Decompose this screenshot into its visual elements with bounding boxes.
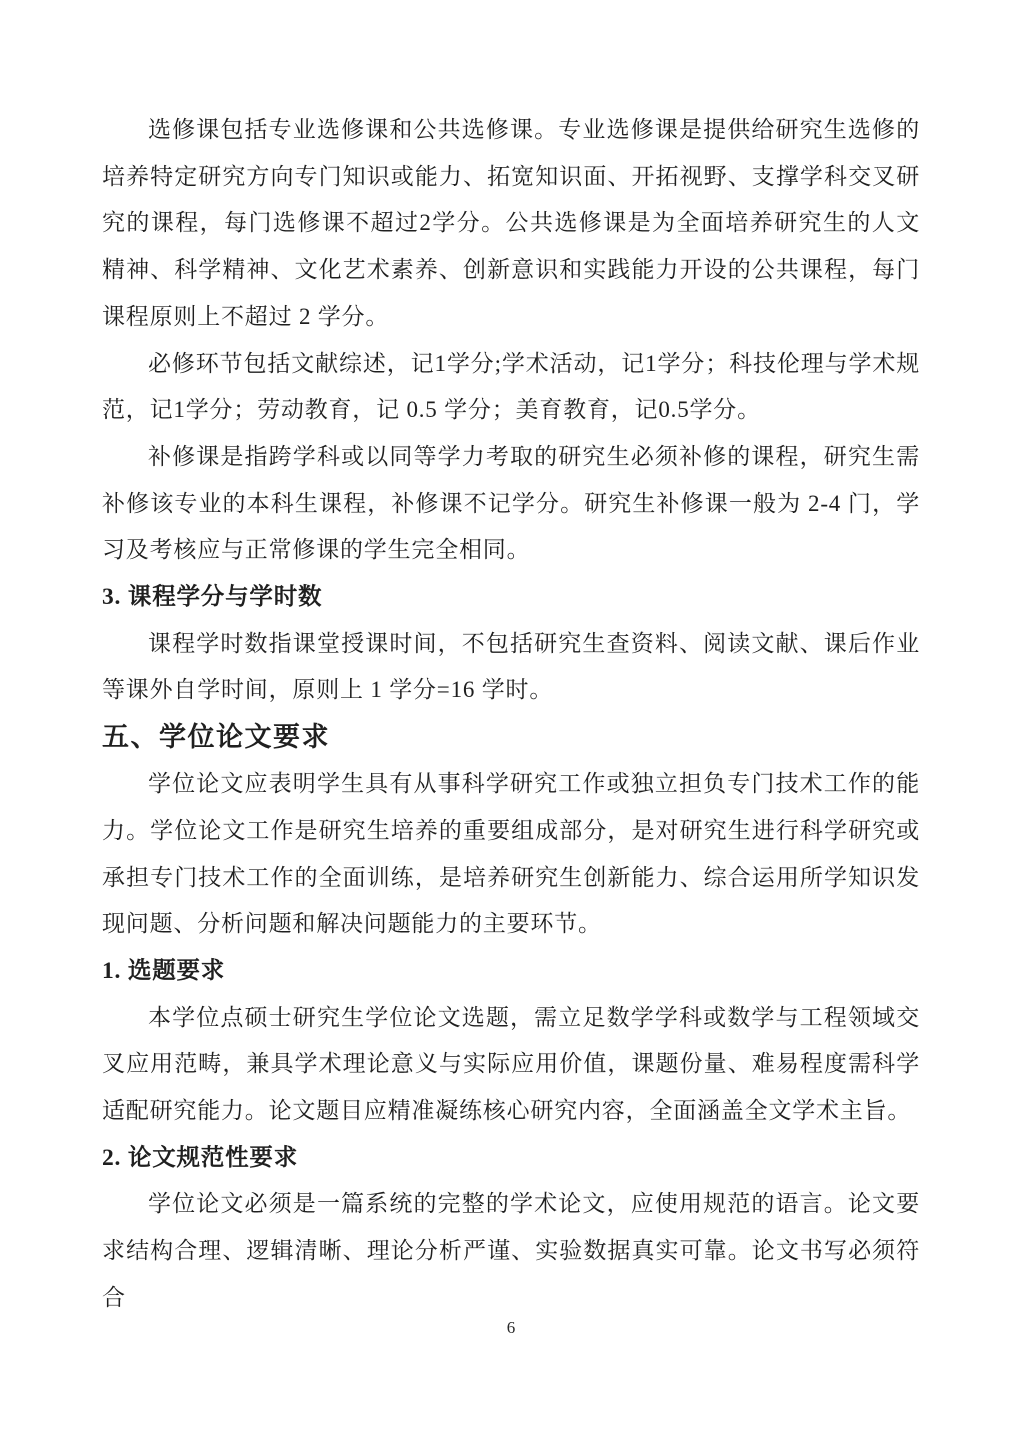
paragraph-topic-requirements: 本学位点硕士研究生学位论文选题，需立足数学学科或数学与工程领域交叉应用范畴，兼具学术理论意义与实际应用价值，课题份量、难易程度需科学适配研究能力。论文题目应精准凝练核心研究内容，全面涵盖全文学术主旨。 <box>102 1004 920 1124</box>
paragraph-course-hours: 课程学时数指课堂授课时间，不包括研究生查资料、阅读文献、课后作业等课外自学时间，原则上 1 学分=16 学时。 <box>102 630 920 703</box>
document-body <box>102 107 920 1322</box>
heading-thesis-standardization-requirements: 2. 论文规范性要求 <box>102 1144 298 1171</box>
heading-course-credits-hours: 3. 课程学分与学时数 <box>102 584 323 611</box>
heading-degree-thesis-requirements: 五、学位论文要求 <box>102 722 330 753</box>
paragraph-supplementary-courses: 补修课是指跨学科或以同等学力考取的研究生必须补修的课程，研究生需补修该专业的本科生课程，补修课不记学分。研究生补修课一般为 2-4 门，学习及考核应与正常修课的学生完全相同。 <box>102 443 920 563</box>
paragraph-thesis-overview: 学位论文应表明学生具有从事科学研究工作或独立担负专门技术工作的能力。学位论文工作是研究生培养的重要组成部分，是对研究生进行科学研究或承担专门技术工作的全面训练，是培养研究生创新能力、综合运用所学知识发现问题、分析问题和解决问题能力的主要环节。 <box>102 771 920 937</box>
paragraph-elective-courses: 选修课包括专业选修课和公共选修课。专业选修课是提供给研究生选修的培养特定研究方向专门知识或能力、拓宽知识面、开拓视野、支撑学科交叉研究的课程，每门选修课不超过2学分。公共选修课是为全面培养研究生的人文精神、科学精神、文化艺术素养、创新意识和实践能力开设的公共课程，每门课程原则上不超过 2 学分。 <box>102 117 920 329</box>
paragraph-thesis-standardization: 学位论文必须是一篇系统的完整的学术论文，应使用规范的语言。论文要求结构合理、逻辑清晰、理论分析严谨、实验数据真实可靠。论文书写必须符合 <box>102 1191 920 1310</box>
page-number: 6 <box>506 1318 516 1337</box>
heading-topic-requirements: 1. 选题要求 <box>102 957 226 984</box>
paragraph-required-components: 必修环节包括文献综述，记1学分;学术活动，记1学分；科技伦理与学术规范，记1学分；劳动教育，记 0.5 学分；美育教育，记0.5学分。 <box>102 350 920 423</box>
